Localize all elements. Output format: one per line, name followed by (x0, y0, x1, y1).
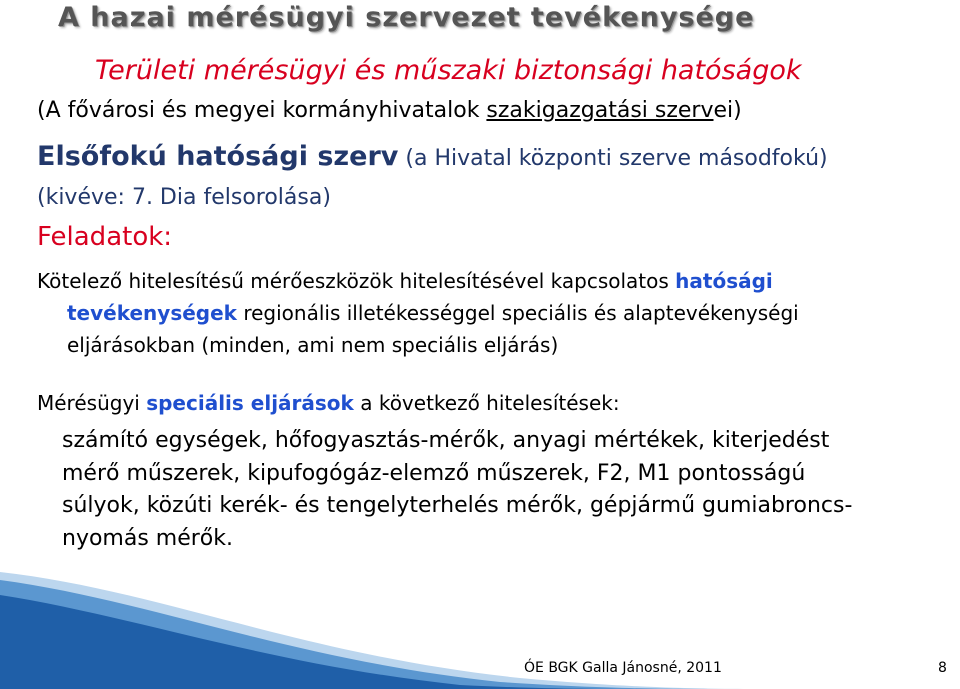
decorative-wave (0, 560, 960, 689)
slide-title: A hazai mérésügyi szervezet tevékenysége (58, 2, 755, 33)
tasks-heading: Feladatok: (37, 222, 173, 252)
list-line: számító egységek, hőfogyasztás-mérők, anyagi mértékek, kiterjedést (62, 428, 830, 453)
line-exception: (kivéve: 7. Dia felsorolása) (37, 185, 331, 210)
footer-author: ÓE BGK Galla Jánosné, 2011 (524, 660, 722, 676)
slide-subtitle: Területi mérésügyi és műszaki biztonsági hatóságok (95, 55, 802, 86)
tasks-paragraph: Kötelező hitelesítésű mérőeszközök hitelesítésével kapcsolatos hatósági tevékenységek regionális illetékességgel speciális és alaptevékenységi eljárásokban (minden, ami nem speciális eljárás) (37, 269, 799, 357)
list-line: mérő műszerek, kipufogógáz-elemző műszerek, F2, M1 pontosságú (62, 460, 806, 486)
list-line: nyomás mérők. (62, 525, 233, 551)
special-procedures-line: Mérésügyi speciális eljárások a következő hitelesítések: (37, 391, 620, 415)
line-authorities: (A fővárosi és megyei kormányhivatalok szakigazgatási szervei) (37, 98, 742, 123)
underlined-text: szakigazgatási szerv (486, 98, 714, 123)
list-line: súlyok, közúti kerék- és tengelyterhelés mérők, gépjármű gumiabroncs- (62, 493, 853, 518)
page-number: 8 (938, 660, 947, 676)
verification-list (62, 425, 852, 555)
line-first-instance: Elsőfokú hatósági szerv (a Hivatal központi szerve másodfokú) (37, 141, 828, 172)
